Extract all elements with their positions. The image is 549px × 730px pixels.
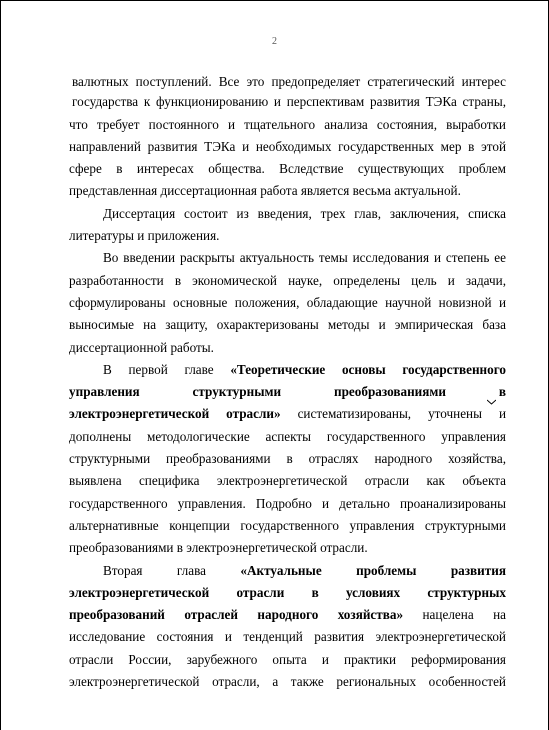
text-line: преобразованиями в электроэнергетической отрасли. — [69, 540, 368, 556]
text-line: исследование состояния и тенденций развития электроэнергетической — [69, 629, 506, 645]
text-line: электроэнергетической отрасли, а также региональных особенностей — [69, 674, 506, 690]
text-line: литературы и приложения. — [69, 228, 220, 244]
text-line: управления структурными преобразованиями в — [69, 384, 506, 400]
text-line: Вторая глава «Актуальные проблемы развития — [103, 562, 506, 578]
text-line: сформулированы основные положения, обладающие научной новизной и — [69, 294, 506, 310]
text-line: диссертационной работы. — [69, 339, 214, 355]
text-line: направлений развития ТЭКа и необходимых государственных мер в этой — [69, 138, 506, 154]
text-line: структурными преобразованиями в отраслях народного хозяйства, — [69, 451, 506, 467]
text-line: Диссертация состоит из введения, трех глав, заключения, списка — [103, 205, 506, 221]
text-line: отрасли России, зарубежного опыта и практики реформирования — [69, 651, 506, 667]
text-line: государства к функционированию и перспективам развития ТЭКа страны, — [72, 94, 506, 110]
text-line: Во введении раскрыты актуальность темы исследования и степень ее — [103, 250, 506, 266]
text-line: выявлена специфика электроэнергетической отрасли как объекта — [69, 473, 506, 489]
text-line: В первой главе «Теоретические основы государственного — [103, 361, 506, 377]
text-line: дополнены методологические аспекты государственного управления — [69, 428, 506, 444]
text-line: альтернативные концепции государственного управления структурными — [69, 517, 506, 533]
text-line: сфере в интересах общества. Вследствие существующих проблем — [69, 161, 506, 177]
text-line: валютных поступлений. Все это предопределяет стратегический интерес — [72, 74, 506, 89]
text-line: электроэнергетической отрасли» систематизированы, уточнены и — [69, 406, 506, 422]
text-line: разработанности в экономической науке, определены цель и задачи, — [69, 272, 506, 288]
text-line: преобразований отраслей народного хозяйства» нацелена на — [69, 607, 506, 623]
text-line: государственного управления. Подробно и детально проанализированы — [69, 495, 506, 511]
page-number: 2 — [272, 36, 277, 47]
spellcheck-mark-icon — [487, 399, 496, 405]
text-line: электроэнергетической отрасли в условиях структурных — [69, 584, 506, 600]
text-line: что требует постоянного и тщательного анализа состояния, выработки — [69, 116, 506, 132]
body-text — [69, 71, 506, 693]
text-line: представленная диссертационная работа является весьма актуальной. — [69, 183, 461, 199]
text-line: выносимые на защиту, охарактеризованы методы и эмпирическая база — [69, 317, 506, 333]
